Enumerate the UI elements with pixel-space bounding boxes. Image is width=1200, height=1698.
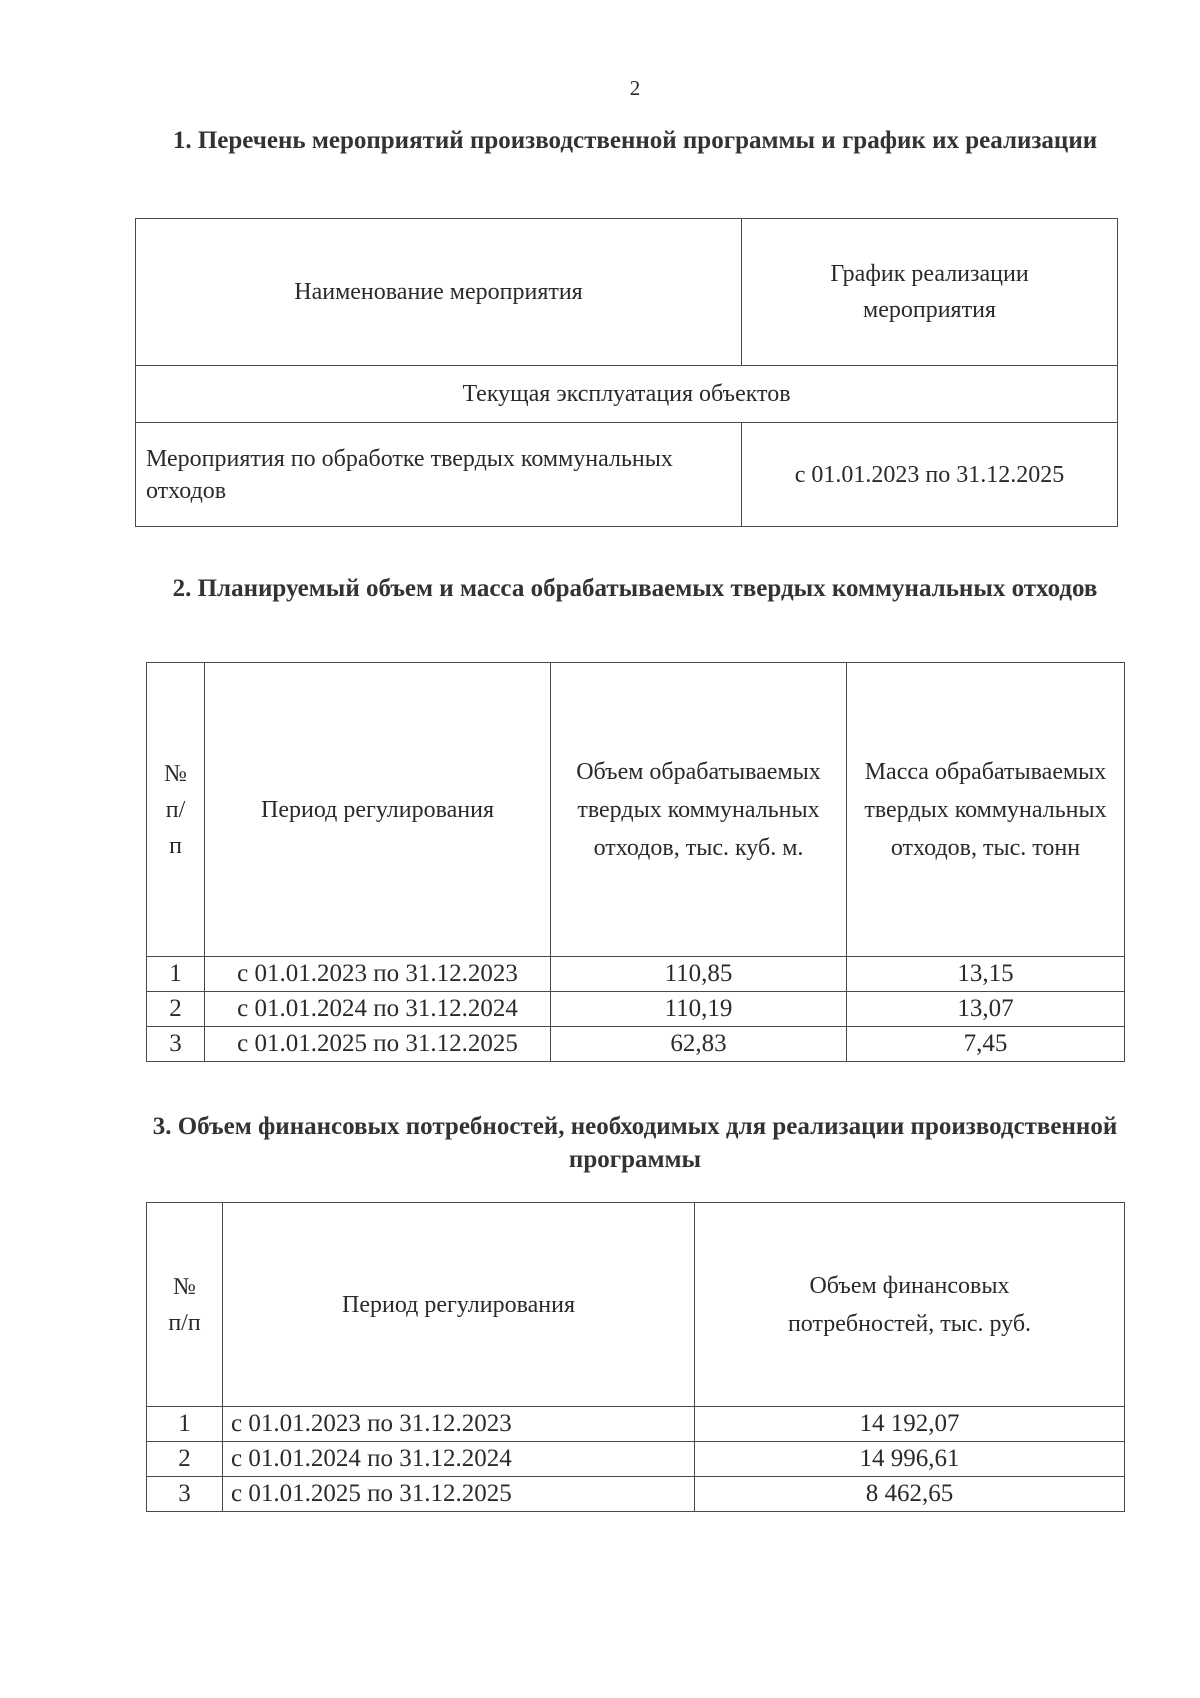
row-period: с 01.01.2023 по 31.12.2023	[205, 957, 551, 992]
row-mass: 7,45	[847, 1027, 1125, 1062]
table-row	[147, 1407, 1125, 1442]
row-number: 1	[147, 957, 205, 992]
header-volume: Объем обрабатываемых твердых коммунальных отходов, тыс. куб. м.	[551, 663, 847, 957]
group-row: Текущая эксплуатация объектов	[136, 366, 1118, 423]
row-period: с 01.01.2023 по 31.12.2023	[223, 1407, 695, 1442]
header-mass: Масса обрабатываемых твердых коммунальных отходов, тыс. тонн	[847, 663, 1125, 957]
table-row	[147, 1027, 1125, 1062]
row-amount: 8 462,65	[695, 1477, 1125, 1512]
row-number: 1	[147, 1407, 223, 1442]
section-1-title: 1. Перечень мероприятий производственной программы и график их реализации	[172, 127, 1098, 154]
page-number: 2	[629, 76, 641, 100]
activity-schedule-cell: с 01.01.2023 по 31.12.2025	[742, 423, 1118, 527]
table-row	[147, 992, 1125, 1027]
header-period: Период регулирования	[205, 663, 551, 957]
table-row	[147, 957, 1125, 992]
row-volume: 110,19	[551, 992, 847, 1027]
row-period: с 01.01.2024 по 31.12.2024	[205, 992, 551, 1027]
row-volume: 110,85	[551, 957, 847, 992]
header-number: № п/ п	[147, 663, 205, 957]
section-2-title: 2. Планируемый объем и масса обрабатываемых твердых коммунальных отходов	[172, 575, 1098, 602]
activities-table	[135, 218, 1118, 527]
row-mass: 13,15	[847, 957, 1125, 992]
row-mass: 13,07	[847, 992, 1125, 1027]
header-number: № п/п	[147, 1203, 223, 1407]
row-amount: 14 996,61	[695, 1442, 1125, 1477]
row-volume: 62,83	[551, 1027, 847, 1062]
row-number: 2	[147, 1442, 223, 1477]
financial-needs-table	[146, 1202, 1125, 1512]
row-number: 3	[147, 1477, 223, 1512]
header-activity-name: Наименование мероприятия	[136, 219, 742, 366]
row-number: 2	[147, 992, 205, 1027]
row-period: с 01.01.2024 по 31.12.2024	[223, 1442, 695, 1477]
header-amount: Объем финансовых потребностей, тыс. руб.	[695, 1203, 1125, 1407]
activity-name-cell: Мероприятия по обработке твердых коммунальных отходов	[136, 423, 742, 527]
row-period: с 01.01.2025 по 31.12.2025	[223, 1477, 695, 1512]
table-row	[147, 1442, 1125, 1477]
header-period: Период регулирования	[223, 1203, 695, 1407]
row-period: с 01.01.2025 по 31.12.2025	[205, 1027, 551, 1062]
row-number: 3	[147, 1027, 205, 1062]
header-schedule: График реализации мероприятия	[742, 219, 1118, 366]
waste-volume-table	[146, 662, 1125, 1062]
section-3-title: 3. Объем финансовых потребностей, необходимых для реализации производственной программы	[152, 1113, 1118, 1173]
row-amount: 14 192,07	[695, 1407, 1125, 1442]
table-row	[147, 1477, 1125, 1512]
